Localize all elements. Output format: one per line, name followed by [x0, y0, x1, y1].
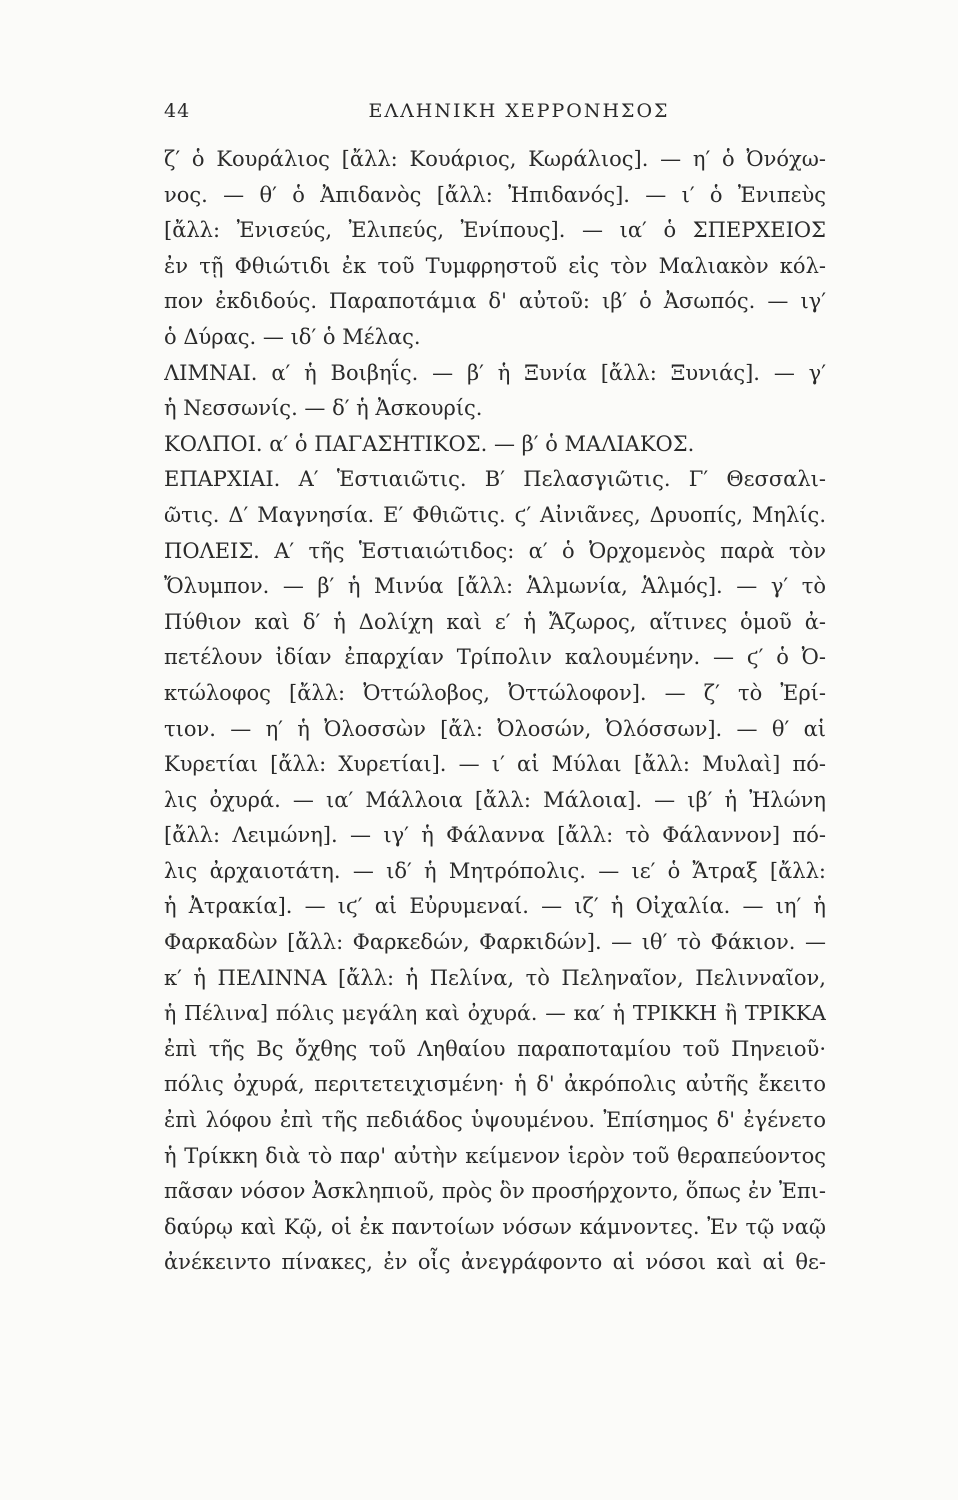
- text-line: πᾶσαν νόσον Ἀσκληπιοῦ, πρὸς ὃν προσήρχοντο, ὅπως ἐν Ἐπι-: [164, 1179, 826, 1204]
- text-line: πόλις ὀχυρά, περιτετειχισμένη· ἡ δ' ἀκρόπολις αὐτῆς ἔκειτο: [164, 1072, 826, 1097]
- text-line: [ἄλλ: Ἐνισεύς, Ἐλιπεύς, Ἐνίπους]. — ια′ ὁ ΣΠΕΡΧΕΙΟΣ: [164, 218, 826, 243]
- page-header: [164, 100, 824, 134]
- text-line: τιον. — η′ ἡ Ὀλοσσὼν [ἄλ: Ὀλοσών, Ὀλόσσων]. — θ′ αἱ: [164, 716, 826, 741]
- text-line: ἡ Τρίκκη διὰ τὸ παρ' αὐτὴν κείμενον ἱερὸν τοῦ θεραπεύοντος: [164, 1143, 826, 1168]
- text-line: ἐν τῇ Φθιώτιδι ἐκ τοῦ Τυμφρηστοῦ εἰς τὸν Μαλιακὸν κόλ-: [164, 253, 826, 278]
- text-line: ἡ Πέλινα] πόλις μεγάλη καὶ ὀχυρά. — κα′ ἡ ΤΡΙΚΚΗ ἢ ΤΡΙΚΚΑ: [164, 1001, 826, 1026]
- text-line: νος. — θ′ ὁ Ἀπιδανὸς [ἄλλ: Ἠπιδανός]. — ι′ ὁ Ἐνιπεὺς: [164, 182, 826, 207]
- text-line: ὁ Δύρας. — ιδ′ ὁ Μέλας.: [164, 324, 421, 349]
- text-line: ἡ Ἀτρακία]. — ιϛ′ αἱ Εὐρυμεναί. — ιζ′ ἡ Οἰχαλία. — ιη′ ἡ: [164, 894, 826, 919]
- body-text: [164, 142, 826, 1281]
- text-line: ΕΠΑΡΧΙΑΙ. Α′ Ἑστιαιῶτις. Β′ Πελασγιῶτις. Γ′ Θεσσαλι-: [164, 467, 826, 492]
- text-line: ΛΙΜΝΑΙ. α′ ἡ Βοιβηΐς. — β′ ἡ Ξυνία [ἄλλ: Ξυνιάς]. — γ′: [164, 360, 826, 385]
- text-line: λις ὀχυρά. — ια′ Μάλλοια [ἄλλ: Μάλοια]. — ιβ′ ἡ Ἠλώνη: [164, 787, 826, 812]
- text-line: ἀνέκειντο πίνακες, ἐν οἷς ἀνεγράφοντο αἱ νόσοι καὶ αἱ θε-: [164, 1250, 826, 1275]
- text-line: ἐπὶ τῆς Βς ὄχθης τοῦ Ληθαίου παραποταμίου τοῦ Πηνειοῦ·: [164, 1036, 826, 1061]
- text-line: Κυρετίαι [ἄλλ: Χυρετίαι]. — ι′ αἱ Μύλαι [ἄλλ: Μυλαὶ] πό-: [164, 752, 826, 777]
- text-line: ῶτις. Δ′ Μαγνησία. Ε′ Φθιῶτις. ϛ′ Αἰνιᾶνες, Δρυοπίς, Μηλίς.: [164, 502, 826, 527]
- text-line: ἡ Νεσσωνίς. — δ′ ἡ Ἀσκουρίς.: [164, 396, 483, 421]
- text-line: κτώλοφος [ἄλλ: Ὀττώλοβος, Ὀττώλοφον]. — ζ′ τὸ Ἐρί-: [164, 680, 826, 705]
- text-line: ζ′ ὁ Κουράλιος [ἄλλ: Κουάριος, Κωράλιος]. — η′ ὁ Ὀνόχω-: [164, 147, 826, 171]
- page-number: 44: [164, 100, 191, 122]
- text-line: ΚΟΛΠΟΙ. α′ ὁ ΠΑΓΑΣΗΤΙΚΟΣ. — β′ ὁ ΜΑΛΙΑΚΟΣ.: [164, 431, 695, 456]
- text-line: Πύθιον καὶ δ′ ἡ Δολίχη καὶ ε′ ἡ Ἄζωρος, αἵτινες ὁμοῦ ἀ-: [164, 609, 826, 634]
- text-line: δαύρῳ καὶ Κῷ, οἱ ἐκ παντοίων νόσων κάμνοντες. Ἐν τῷ ναῷ: [164, 1214, 826, 1239]
- text-line: ἐπὶ λόφου ἐπὶ τῆς πεδιάδος ὑψουμένου. Ἐπίσημος δ' ἐγένετο: [164, 1108, 826, 1133]
- text-line: [ἄλλ: Λειμώνη]. — ιγ′ ἡ Φάλαννα [ἄλλ: τὸ Φάλαννον] πό-: [164, 823, 826, 848]
- text-line: Φαρκαδὼν [ἄλλ: Φαρκεδών, Φαρκιδών]. — ιθ′ τὸ Φάκιον. —: [164, 930, 826, 955]
- text-line: ΠΟΛΕΙΣ. Α′ τῆς Ἑστιαιώτιδος: α′ ὁ Ὀρχομενὸς παρὰ τὸν: [164, 538, 826, 563]
- text-line: πετέλουν ἰδίαν ἐπαρχίαν Τρίπολιν καλουμένην. — ϛ′ ὁ Ὀ-: [164, 645, 826, 670]
- text-line: κ′ ἡ ΠΕΛΙΝΝΑ [ἄλλ: ἡ Πελίνα, τὸ Πεληναῖον, Πελινναῖον,: [164, 965, 826, 990]
- text-line: λις ἀρχαιοτάτη. — ιδ′ ἡ Μητρόπολις. — ιε′ ὁ Ἄτραξ [ἄλλ:: [164, 858, 826, 883]
- running-title: ΕΛΛΗΝΙΚΗ ΧΕΡΡΟΝΗΣΟΣ: [368, 100, 670, 122]
- text-line: πον ἐκδιδούς. Παραποτάμια δ' αὐτοῦ: ιβ′ ὁ Ἀσωπός. — ιγ′: [164, 289, 826, 314]
- text-line: Ὄλυμπον. — β′ ἡ Μινύα [ἄλλ: Ἁλμωνία, Ἁλμός]. — γ′ τὸ: [164, 574, 826, 599]
